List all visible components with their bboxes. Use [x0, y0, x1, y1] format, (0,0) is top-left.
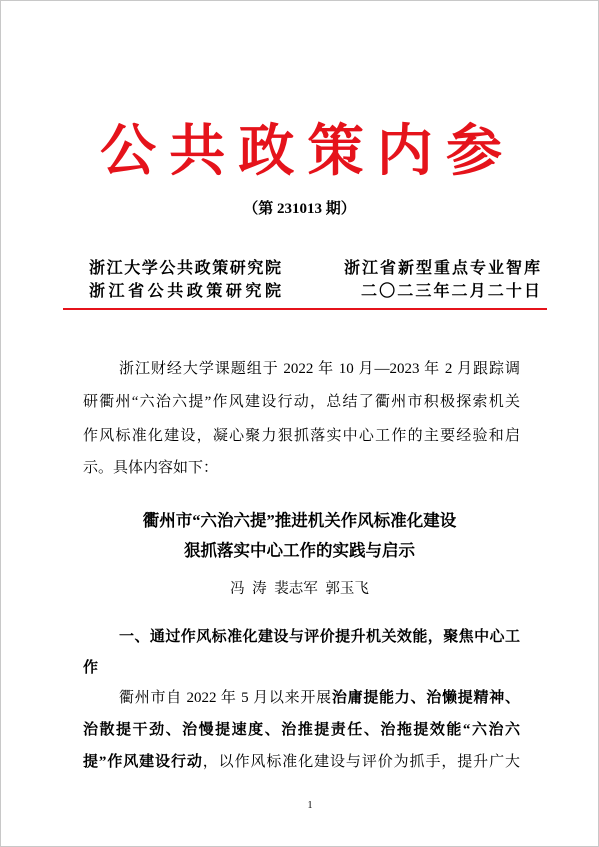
body-line [83, 750, 520, 774]
intro-line: 作风标准化建设，凝心聚力狠抓落实中心工作的主要经验和启 [83, 428, 520, 444]
body-line [83, 718, 520, 742]
body-emphasis: 治庸提能力、治懒提精神、 [331, 690, 520, 706]
body-text: ，以作风标准化建设与评价为抓手，提升广大 [202, 754, 520, 770]
intro-line: 示。具体内容如下： [83, 460, 219, 476]
publication-date: 二〇二三年二月二十日 [361, 283, 540, 300]
red-rule-divider [63, 308, 547, 310]
article-title-line-1: 衢州市“六治六提”推进机关作风标准化建设 [142, 511, 457, 530]
article-title-line-2: 狠抓落实中心工作的实践与启示 [184, 541, 415, 560]
publisher-left-secondary: 浙江省公共政策研究院 [89, 283, 281, 300]
publisher-right-think-tank: 浙江省新型重点专业智库 [344, 260, 540, 277]
page-number: 1 [307, 800, 313, 811]
body-emphasis: 提”作风建设行动 [83, 754, 203, 770]
body-text: 衢州市自 2022 年 5 月以来开展 [119, 690, 332, 706]
article-authors: 冯 涛 裴志军 郭玉飞 [230, 581, 369, 597]
body-line [119, 686, 520, 710]
intro-line: 浙江财经大学课题组于 2022 年 10 月—2023 年 2 月跟踪调 [119, 361, 520, 377]
masthead-title: 公共政策内参 [100, 118, 502, 184]
section-heading-line-2: 作 [83, 658, 99, 676]
section-heading-line-1: 一、通过作风标准化建设与评价提升机关效能，聚焦中心工 [119, 627, 520, 645]
intro-line: 研衢州“六治六提”作风建设行动，总结了衢州市积极探索机关 [83, 394, 520, 410]
issue-number: （第 231013 期） [243, 201, 356, 217]
publisher-left-primary: 浙江大学公共政策研究院 [89, 260, 281, 277]
body-emphasis: 治散提干劲、治慢提速度、治推提责任、治拖提效能“六治六 [83, 722, 520, 738]
